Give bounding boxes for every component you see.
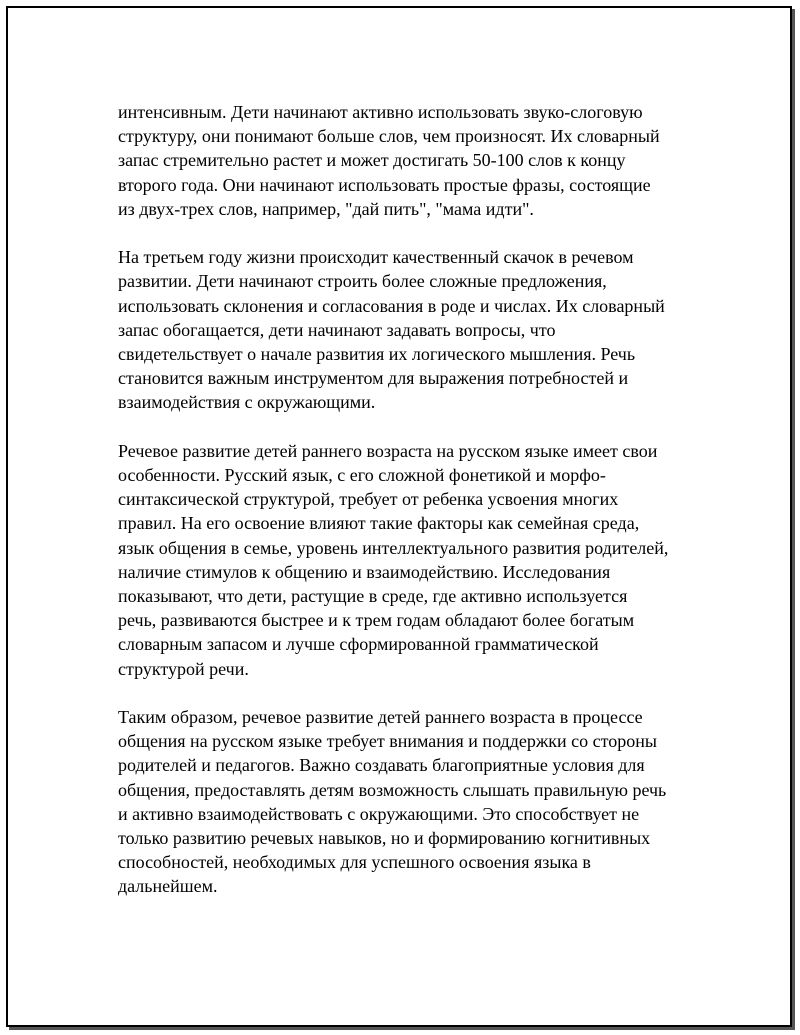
paragraph-4 [118,705,698,899]
paragraph-line: запас стремительно растет и может достигать 50-100 слов к концу [118,150,626,171]
paragraph-1 [118,100,698,221]
paragraph-line: способностей, необходимых для успешного освоения языка в [118,852,591,873]
paragraph-line: дальнейшем. [118,876,218,897]
paragraph-line: особенности. Русский язык, с его сложной фонетикой и морфо- [118,465,606,486]
paragraph-line: показывают, что дети, растущие в среде, где активно используется [118,586,628,607]
paragraph-line: речь, развиваются быстрее и к трем годам обладают более богатым [118,610,635,631]
paragraph-line: запас обогащается, дети начинают задавать вопросы, что [118,319,556,340]
paragraph-3 [118,439,698,681]
document-body [118,100,698,923]
paragraph-line: интенсивным. Дети начинают активно использовать звуко-слоговую [118,102,643,122]
paragraph-line: язык общения в семье, уровень интеллектуального развития родителей, [118,537,669,558]
paragraph-line: Таким образом, речевое развитие детей раннего возраста в процессе [118,707,643,728]
paragraph-line: общения, предоставлять детям возможность слышать правильную речь [118,779,667,800]
paragraph-line: структуру, они понимают больше слов, чем произносят. Их словарный [118,126,660,147]
paragraph-line: становится важным инструментом для выражения потребностей и [118,368,629,389]
paragraph-line: свидетельствует о начале развития их логического мышления. Речь [118,344,636,365]
paragraph-line: развитии. Дети начинают строить более сложные предложения, [118,271,607,292]
paragraph-line: взаимодействия с окружающими. [118,392,376,413]
paragraph-line: На третьем году жизни происходит качественный скачок в речевом [118,247,634,268]
paragraph-line: только развитию речевых навыков, но и формированию когнитивных [118,828,651,849]
paragraph-line: родителей и педагогов. Важно создавать благоприятные условия для [118,755,645,776]
paragraph-line: общения на русском языке требует внимания и поддержки со стороны [118,731,657,752]
paragraph-line: правил. На его освоение влияют такие факторы как семейная среда, [118,513,640,534]
paragraph-line: структурой речи. [118,658,249,679]
paragraph-line: Речевое развитие детей раннего возраста на русском языке имеет свои [118,440,658,461]
paragraph-line: синтаксической структурой, требует от ребенка усвоения многих [118,489,619,510]
paragraph-2 [118,245,698,414]
paragraph-line: из двух-трех слов, например, "дай пить", "мама идти". [118,198,534,219]
paragraph-line: второго года. Они начинают использовать простые фразы, состоящие [118,174,651,195]
paragraph-line: словарным запасом и лучше сформированной грамматической [118,634,599,655]
paragraph-line: и активно взаимодействовать с окружающими. Это способствует не [118,803,640,824]
paragraph-line: наличие стимулов к общению и взаимодействию. Исследования [118,561,611,582]
paragraph-line: использовать склонения и согласования в роде и числах. Их словарный [118,295,665,316]
page-frame [6,6,792,1027]
